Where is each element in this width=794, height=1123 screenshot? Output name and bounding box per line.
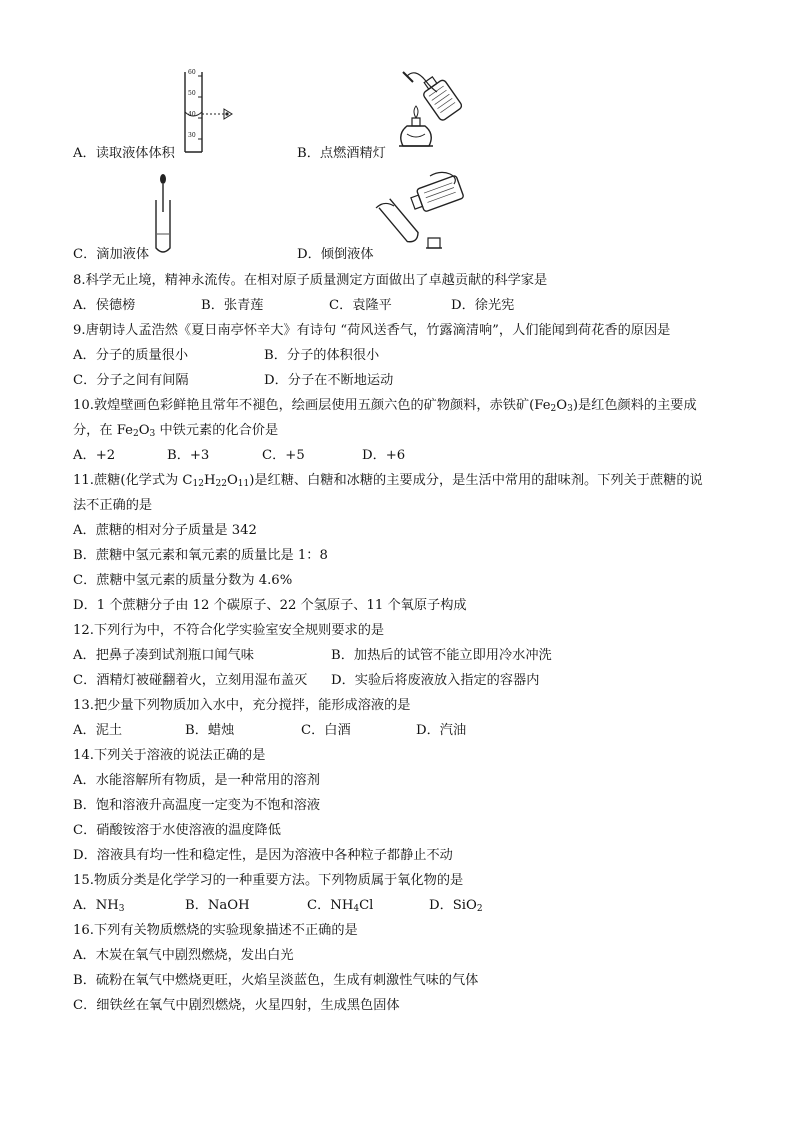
q9-option-b: B．分子的体积很小 <box>264 348 380 363</box>
q12-option-c: C．酒精灯被碰翻着火，立刻用湿布盖灭 <box>73 673 308 688</box>
alcohol-lamp-figure <box>385 66 475 161</box>
q13-option-d: D．汽油 <box>416 723 467 738</box>
q13-option-b: B．蜡烛 <box>185 723 235 738</box>
q11-option-a: A．蔗糖的相对分子质量是 342 <box>73 523 257 538</box>
q8-option-a: A．侯德榜 <box>73 298 136 313</box>
q15-option-a: A．$NH_3$ <box>73 898 125 914</box>
q8-option-c: C．袁隆平 <box>329 298 392 313</box>
q16-stem: 16.下列有关物质燃烧的实验现象描述不正确的是 <box>73 923 358 938</box>
q12-stem: 12.下列行为中，不符合化学实验室安全规则要求的是 <box>73 623 385 638</box>
q7-option-d: D．倾倒液体 <box>297 247 374 262</box>
cylinder-tick-30: 30 <box>188 132 196 139</box>
q7-option-a: A．读取液体体积 <box>73 146 175 161</box>
q12-option-d: D．实验后将废液放入指定的容器内 <box>331 673 540 688</box>
q10-option-b: B．+3 <box>167 448 210 463</box>
q9-option-c: C．分子之间有间隔 <box>73 373 189 388</box>
q11-option-c: C．蔗糖中氢元素的质量分数为 4.6% <box>73 573 293 588</box>
q10-stem-line-1: 10.敦煌壁画色彩鲜艳且常年不褪色，绘画层使用五颜六色的矿物颜料，赤铁矿$(Fe_2O_3)$是红色颜料的主要成 <box>73 398 697 414</box>
q13-option-c: C．白酒 <box>301 723 351 738</box>
q15-option-d: D．SiO$_2$ <box>429 898 483 914</box>
q11-stem-line-1: 11.蔗糖(化学式为 $C_{12}H_{22}O_{11}$)是红糖、白糖和冰糖的主要成分，是生活中常用的甜味剂。下列关于蔗糖的说 <box>73 473 703 489</box>
q7-option-c: C．滴加液体 <box>73 247 150 262</box>
q10-option-a: A．+2 <box>73 448 116 463</box>
q14-option-d: D．溶液具有均一性和稳定性，是因为溶液中各种粒子都静止不动 <box>73 848 453 863</box>
dropper-figure <box>148 172 178 257</box>
q9-option-a: A．分子的质量很小 <box>73 348 189 363</box>
q11-option-b: B．蔗糖中氢元素和氧元素的质量比是 1：8 <box>73 548 328 563</box>
q14-option-c: C．硝酸铵溶于水使溶液的温度降低 <box>73 823 281 838</box>
q14-option-b: B．饱和溶液升高温度一定变为不饱和溶液 <box>73 798 321 813</box>
cylinder-tick-60: 60 <box>188 69 196 76</box>
q15-option-b: B．NaOH <box>185 898 250 913</box>
q8-stem: 8.科学无止境，精神永流传。在相对原子质量测定方面做出了卓越贡献的科学家是 <box>73 273 548 288</box>
q9-option-d: D．分子在不断地运动 <box>264 373 394 388</box>
q11-option-d: D．1 个蔗糖分子由 12 个碳原子、22 个氢原子、11 个氧原子构成 <box>73 598 467 613</box>
q12-option-a: A．把鼻子凑到试剂瓶口闻气味 <box>73 648 254 663</box>
q16-option-c: C．细铁丝在氧气中剧烈燃烧，火星四射，生成黑色固体 <box>73 998 400 1013</box>
q13-option-a: A．泥土 <box>73 723 123 738</box>
q10-option-d: D．+6 <box>362 448 406 463</box>
q14-option-a: A．水能溶解所有物质，是一种常用的溶剂 <box>73 773 320 788</box>
cylinder-tick-40: 40 <box>188 111 196 118</box>
cylinder-tick-50: 50 <box>188 90 196 97</box>
q7-option-b: B．点燃酒精灯 <box>297 146 386 161</box>
q13-stem: 13.把少量下列物质加入水中，充分搅拌，能形成溶液的是 <box>73 698 411 713</box>
q14-stem: 14.下列关于溶液的说法正确的是 <box>73 748 266 763</box>
q16-option-b: B．硫粉在氧气中燃烧更旺，火焰呈淡蓝色，生成有刺激性气味的气体 <box>73 973 479 988</box>
q8-option-d: D．徐光宪 <box>451 298 515 313</box>
q15-option-c: C．$NH_4Cl$ <box>307 898 374 914</box>
q12-option-b: B．加热后的试管不能立即用冷水冲洗 <box>331 648 552 663</box>
q10-option-c: C．+5 <box>262 448 305 463</box>
pouring-liquid-figure <box>370 168 470 256</box>
q9-stem: 9.唐朝诗人孟浩然《夏日南亭怀辛大》有诗句 “荷风送香气，竹露滴清响”，人们能闻到荷花香的原因是 <box>73 323 671 338</box>
q15-stem: 15.物质分类是化学学习的一种重要方法。下列物质属于氧化物的是 <box>73 873 464 888</box>
q8-option-b: B．张青莲 <box>201 298 264 313</box>
q16-option-a: A．木炭在氧气中剧烈燃烧，发出白光 <box>73 948 294 963</box>
q11-stem-line-2: 法不正确的是 <box>73 498 153 513</box>
q10-stem-line-2: 分，在 $Fe_2O_3$ 中铁元素的化合价是 <box>73 423 279 439</box>
